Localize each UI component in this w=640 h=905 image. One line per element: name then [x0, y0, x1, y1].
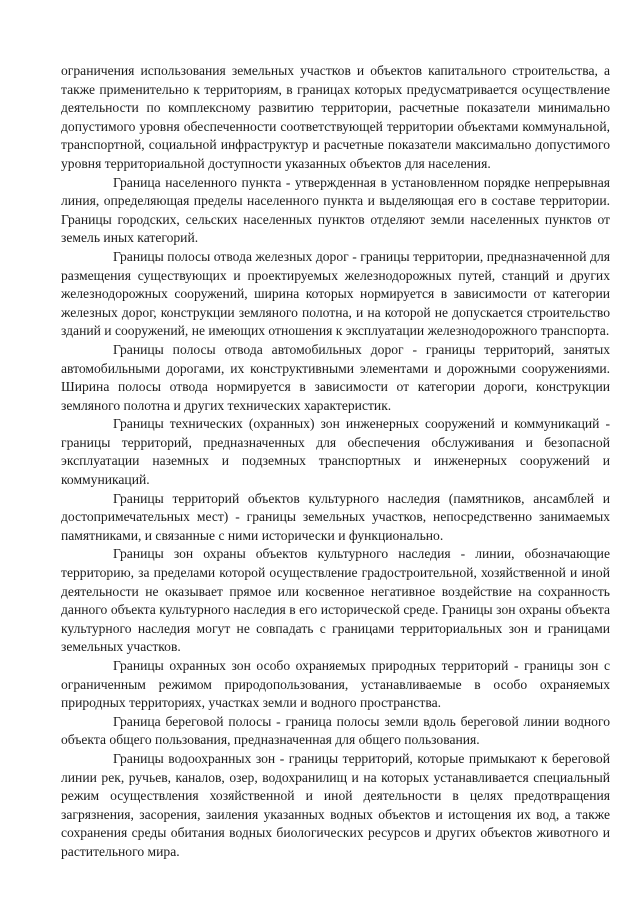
paragraph-heritage-territories: Границы территорий объектов культурного наследия (памятников, ансамблей и достопримечательных мест) - границы земельных участков, непосредственно занимаемых памятниками, и связанные с ними исторически и функционально. [61, 490, 610, 543]
document-page [61, 62, 610, 862]
paragraph-railway-boundary: Границы полосы отвода железных дорог - границы территории, предназначенной для размещения существующих и проектируемых железнодорожных путей, станций и других железнодорожных сооружений, ширина которых нормируется в зависимости от категории железных дорог, конструкции земляного полотна, и на которой не допускается строительство зданий и сооружений, не имеющих отношения к эксплуатации железнодорожного транспорта. [61, 248, 610, 339]
paragraph-technical-zones: Границы технических (охранных) зон инженерных сооружений и коммуникаций - границы территорий, предназначенных для обеспечения обслуживания и безопасной эксплуатации наземных и подземных транспортных и инженерных сооружений и коммуникаций. [61, 416, 610, 488]
paragraph-settlement-boundary: Граница населенного пункта - утвержденная в установленном порядке непрерывная линия, определяющая пределы населенного пункта и выделяющая его в составе территории. Границы городских, сельских населенных пунктов отделяют земли населенных пунктов от земель иных категорий. [61, 174, 610, 246]
paragraph-shore-strip: Граница береговой полосы - граница полосы земли вдоль береговой линии водного объекта общего пользования, предназначенная для общего пользования. [61, 713, 610, 748]
paragraph-natural-protection-zones: Границы охранных зон особо охраняемых природных территорий - границы зон с ограниченным режимом природопользования, устанавливаемые в особо охраняемых природных территориях, участках земли и водного пространства. [61, 658, 610, 711]
paragraph-continuation: ограничения использования земельных участков и объектов капитального строительства, а также применительно к территориям, в границах которых предусматривается осуществление деятельности по комплексному развитию территории, расчетные показатели минимально допустимого уровня обеспеченности соответствующей территории объектами коммунальной, транспортной, социальной инфраструктур и расчетные показатели максимально допустимого уровня территориальной доступности указанных объектов для населения. [61, 63, 610, 171]
paragraph-road-boundary: Границы полосы отвода автомобильных дорог - границы территорий, занятых автомобильными дорогами, их конструктивными элементами и дорожными сооружениями. Ширина полосы отвода нормируется в зависимости от категории дороги, конструкции земляного полотна и других технических характеристик. [61, 341, 610, 413]
paragraph-water-protection-zones: Границы водоохранных зон - границы территорий, которые примыкают к береговой линии рек, ручьев, каналов, озер, водохранилищ и на которых устанавливается специальный режим осуществления хозяйственной и иной деятельности в целях предотвращения загрязнения, засорения, заиления указанных водных объектов и истощения их вод, а также сохранения среды обитания водных биологических ресурсов и других объектов животного и растительного мира. [61, 750, 610, 859]
paragraph-heritage-protection-zones: Границы зон охраны объектов культурного наследия - линии, обозначающие территорию, за пределами которой осуществление градостроительной, хозяйственной и иной деятельности не оказывает прямое или косвенное негативное воздействие на сохранность данного объекта культурного наследия в его исторической среде. Границы зон охраны объекта культурного наследия могут не совпадать с границами территориальных зон и границами земельных участков. [61, 546, 610, 655]
